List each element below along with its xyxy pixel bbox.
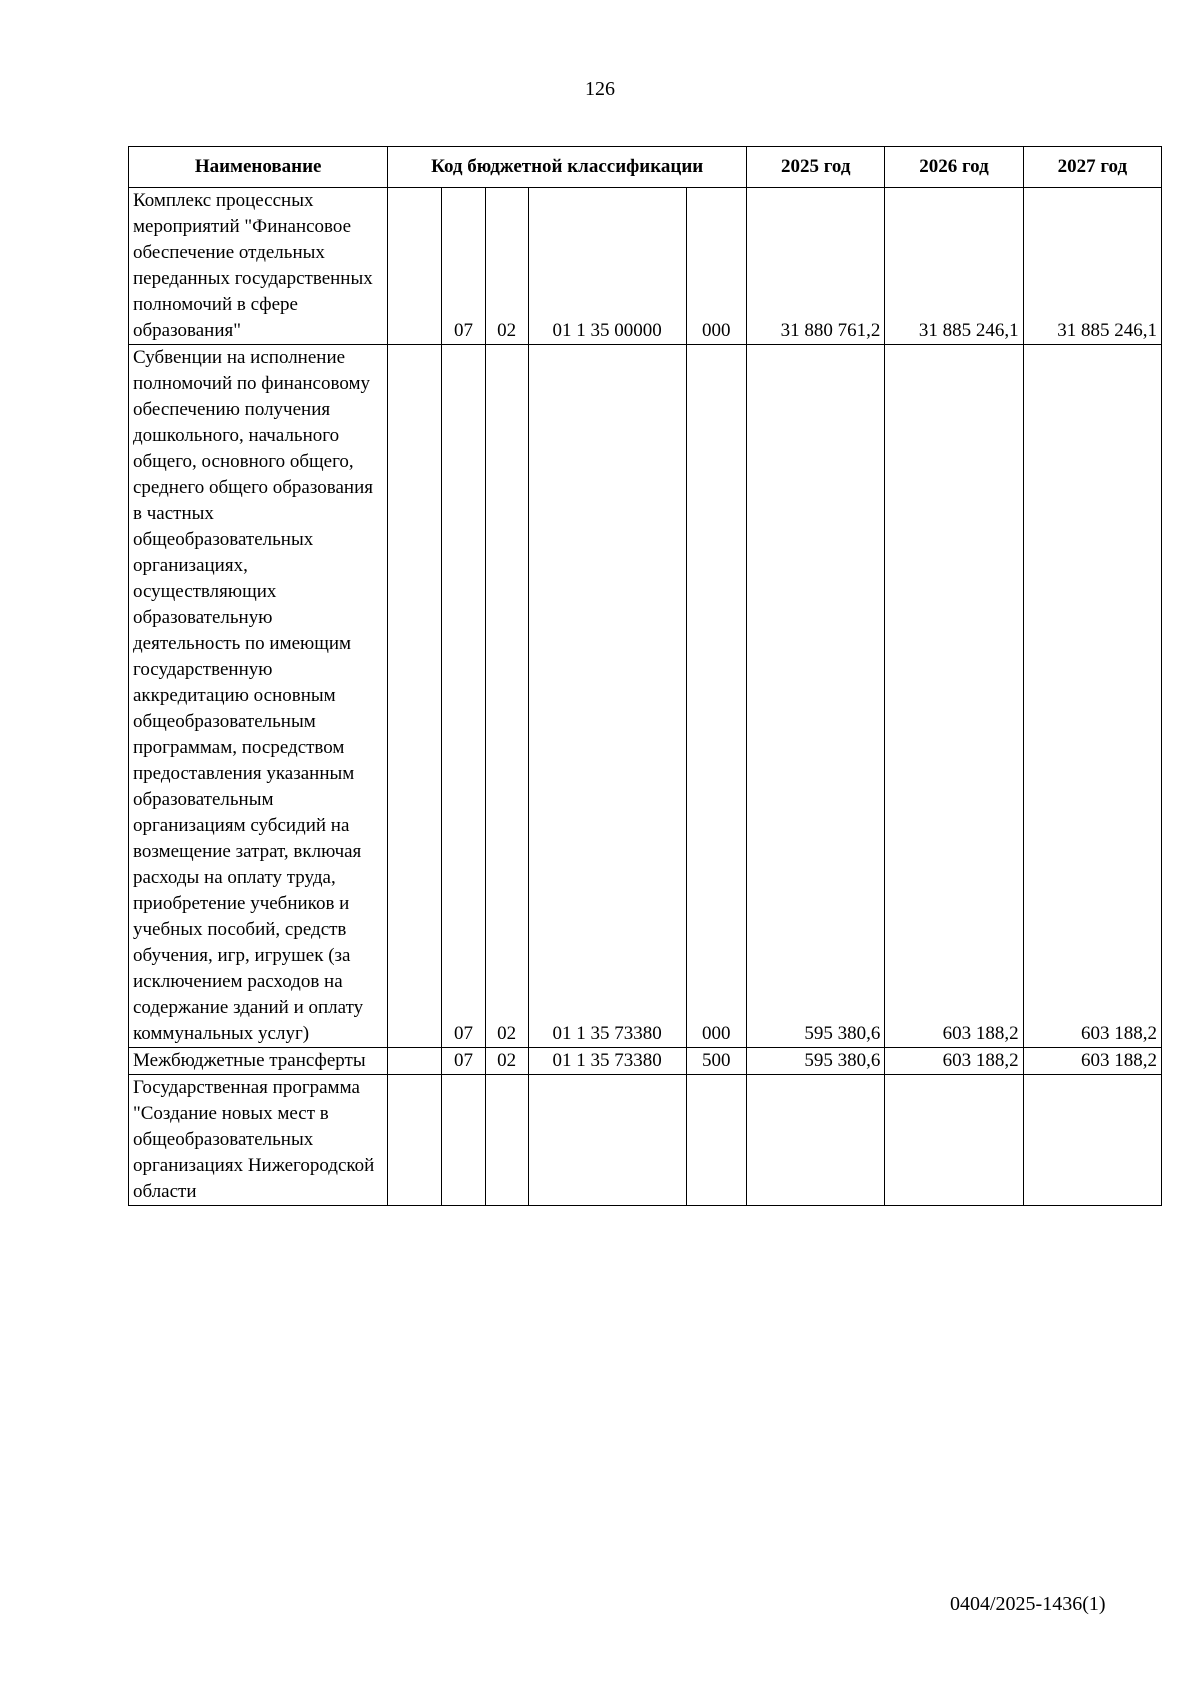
value-2027: 603 188,2	[1023, 345, 1161, 1048]
value-2027: 31 885 246,1	[1023, 188, 1161, 345]
code-expense-type: 000	[686, 188, 747, 345]
table-row	[129, 188, 1162, 345]
value-2025	[747, 1075, 885, 1206]
code-target-article: 01 1 35 73380	[528, 345, 686, 1048]
code-subsection	[485, 1075, 528, 1206]
document-code: 0404/2025-1436(1)	[950, 1593, 1106, 1615]
row-name: Комплекс процессных мероприятий "Финансовое обеспечение отдельных переданных государственных полномочий в сфере образования"	[129, 188, 388, 345]
table-header-row	[129, 147, 1162, 188]
code-target-article	[528, 1075, 686, 1206]
code-subsection: 02	[485, 345, 528, 1048]
value-2025: 595 380,6	[747, 1048, 885, 1075]
header-2026: 2026 год	[885, 147, 1023, 188]
code-section	[442, 1075, 485, 1206]
budget-table	[128, 146, 1162, 1206]
code-expense-type: 500	[686, 1048, 747, 1075]
value-2026: 31 885 246,1	[885, 188, 1023, 345]
header-2025: 2025 год	[747, 147, 885, 188]
value-2027: 603 188,2	[1023, 1048, 1161, 1075]
value-2026	[885, 1075, 1023, 1206]
table-row	[129, 345, 1162, 1048]
code-section: 07	[442, 188, 485, 345]
code-part-1	[388, 1075, 442, 1206]
code-expense-type	[686, 1075, 747, 1206]
code-subsection: 02	[485, 188, 528, 345]
value-2026: 603 188,2	[885, 345, 1023, 1048]
code-target-article: 01 1 35 00000	[528, 188, 686, 345]
value-2025: 595 380,6	[747, 345, 885, 1048]
header-name: Наименование	[129, 147, 388, 188]
code-expense-type: 000	[686, 345, 747, 1048]
header-2027: 2027 год	[1023, 147, 1161, 188]
page-number: 126	[585, 78, 615, 100]
row-name: Субвенции на исполнение полномочий по финансовому обеспечению получения дошкольного, начального общего, основного общего, среднего общего образования в частных общеобразовательных организациях, осуществляющих образовательную деятельность по имеющим государственную аккредитацию основным общеобразовательным программам, посредством предоставления указанным образовательным организациям субсидий на возмещение затрат, включая расходы на оплату труда, приобретение учебников и учебных пособий, средств обучения, игр, игрушек (за исключением расходов на содержание зданий и оплату коммунальных услуг)	[129, 345, 388, 1048]
value-2027	[1023, 1075, 1161, 1206]
code-part-1	[388, 188, 442, 345]
table-row	[129, 1048, 1162, 1075]
code-section: 07	[442, 345, 485, 1048]
code-section: 07	[442, 1048, 485, 1075]
row-name: Государственная программа "Создание новых мест в общеобразовательных организациях Нижегородской области	[129, 1075, 388, 1206]
value-2026: 603 188,2	[885, 1048, 1023, 1075]
code-part-1	[388, 1048, 442, 1075]
row-name: Межбюджетные трансферты	[129, 1048, 388, 1075]
code-part-1	[388, 345, 442, 1048]
code-target-article: 01 1 35 73380	[528, 1048, 686, 1075]
header-code: Код бюджетной классификации	[388, 147, 747, 188]
table-row	[129, 1075, 1162, 1206]
value-2025: 31 880 761,2	[747, 188, 885, 345]
code-subsection: 02	[485, 1048, 528, 1075]
